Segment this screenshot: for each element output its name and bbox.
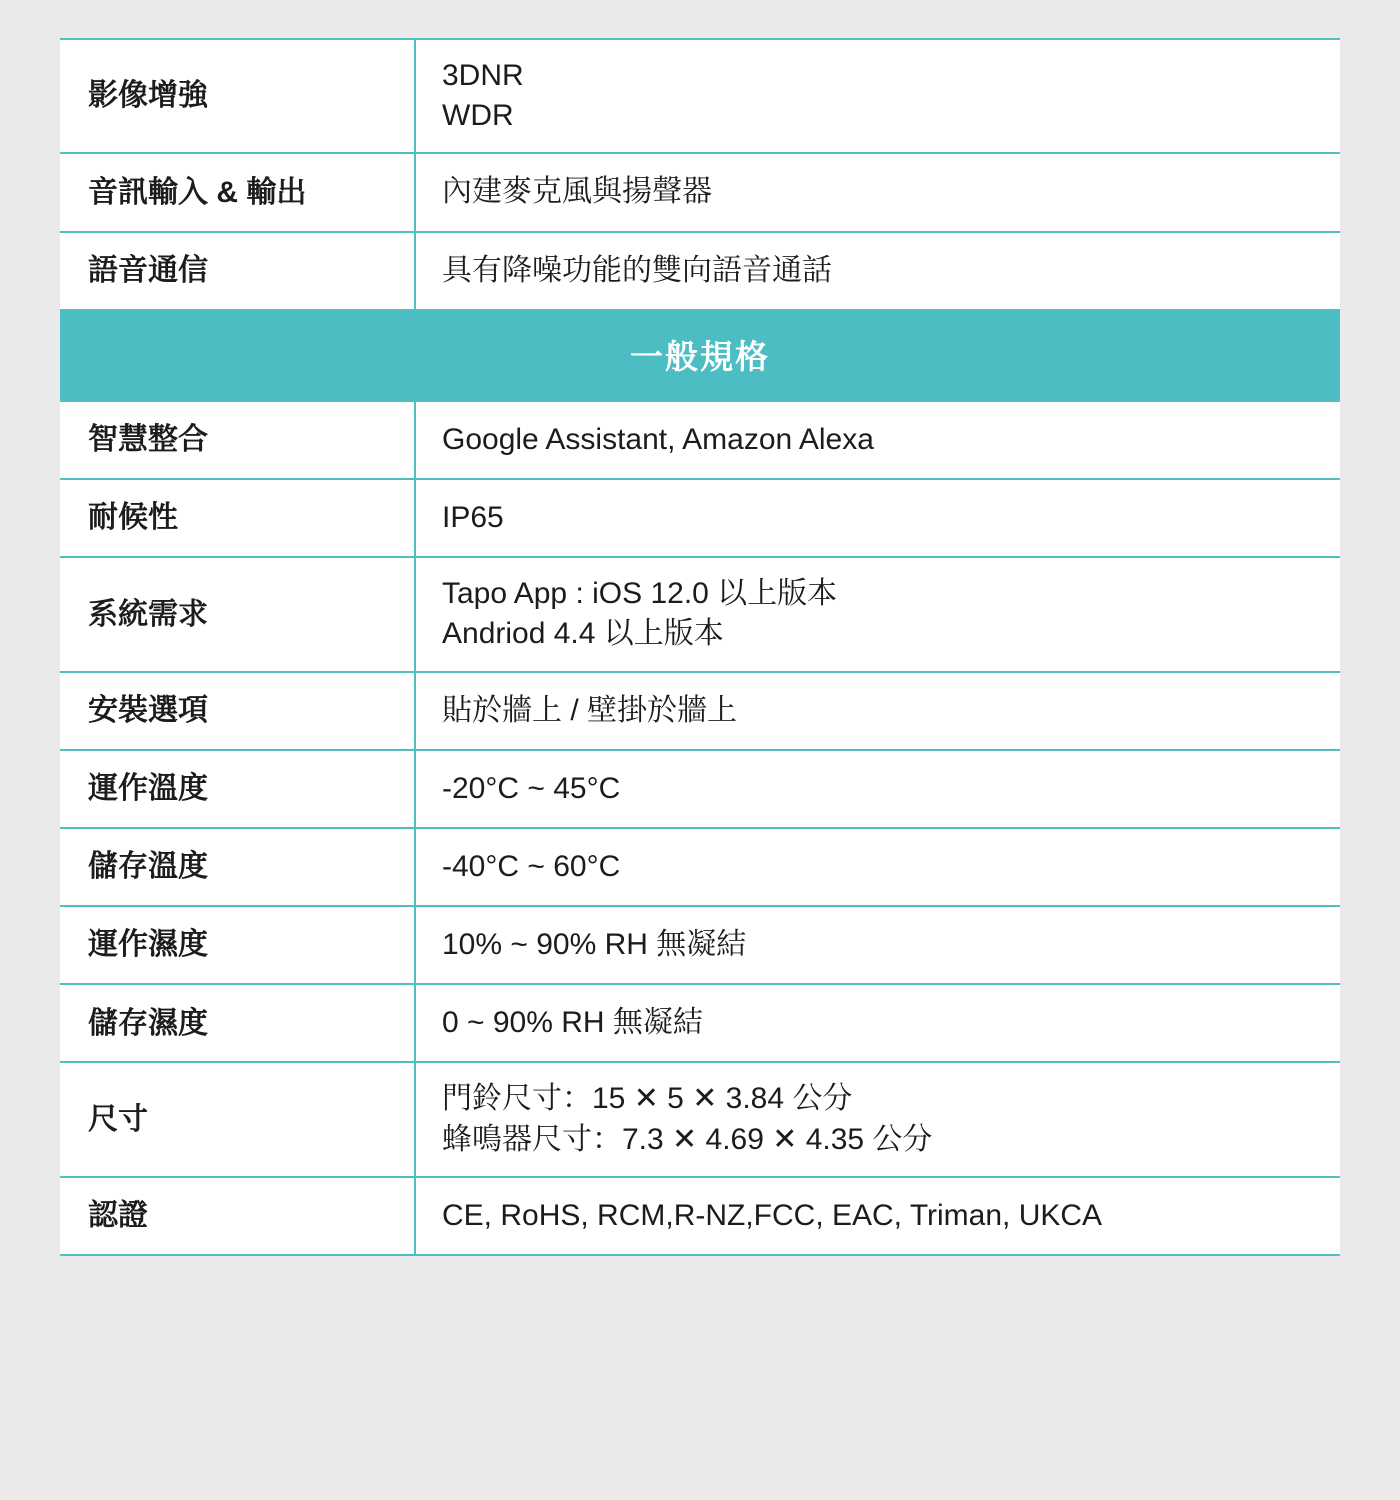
- row-value-line: IP65: [442, 500, 504, 534]
- row-label: 語音通信: [60, 232, 415, 310]
- row-value-line: 0 ~ 90% RH 無凝結: [442, 1006, 703, 1040]
- table-row: [60, 1062, 1340, 1176]
- specification-table: [60, 38, 1340, 1256]
- row-value: [415, 906, 1340, 984]
- row-value: [415, 1177, 1340, 1255]
- table-row: [60, 557, 1340, 671]
- table-section-header: [60, 310, 1340, 401]
- row-value: [415, 232, 1340, 310]
- section-title: 一般規格: [60, 310, 1340, 401]
- table-row: [60, 906, 1340, 984]
- spec-sheet: [60, 38, 1340, 1256]
- row-value-line: WDR: [442, 99, 514, 133]
- row-value-line: 蜂鳴器尺寸：7.3 ✕ 4.69 ✕ 4.35 公分: [442, 1122, 933, 1156]
- row-value: [415, 828, 1340, 906]
- row-label: 音訊輸入 & 輸出: [60, 153, 415, 231]
- row-value-line: -40°C ~ 60°C: [442, 849, 621, 883]
- row-value-line: 3DNR: [442, 59, 524, 92]
- table-row: [60, 479, 1340, 557]
- row-label: 運作濕度: [60, 906, 415, 984]
- row-value-line: Tapo App : iOS 12.0 以上版本: [442, 577, 838, 611]
- table-row: [60, 1177, 1340, 1255]
- table-row: [60, 750, 1340, 828]
- row-label: 智慧整合: [60, 401, 415, 479]
- row-value-line: Andriod 4.4 以上版本: [442, 617, 724, 651]
- row-value: [415, 750, 1340, 828]
- row-value: [415, 39, 1340, 153]
- row-value-line: 10% ~ 90% RH 無凝結: [442, 928, 747, 962]
- row-label: 系統需求: [60, 557, 415, 671]
- row-value-line: 內建麥克風與揚聲器: [442, 175, 712, 209]
- table-row: [60, 984, 1340, 1062]
- row-value-line: CE, RoHS, RCM,R-NZ,FCC, EAC, Triman, UKCA: [442, 1198, 1103, 1232]
- row-value-line: 貼於牆上 / 壁掛於牆上: [442, 693, 738, 727]
- row-label: 運作溫度: [60, 750, 415, 828]
- row-value-line: 具有降噪功能的雙向語音通話: [442, 253, 832, 287]
- row-value-line: -20°C ~ 45°C: [442, 771, 621, 805]
- row-value: [415, 672, 1340, 750]
- row-value: [415, 479, 1340, 557]
- row-value: [415, 153, 1340, 231]
- row-value: [415, 557, 1340, 671]
- row-value-line: Google Assistant, Amazon Alexa: [442, 422, 874, 456]
- table-row: [60, 828, 1340, 906]
- row-label: 耐候性: [60, 479, 415, 557]
- table-row: [60, 672, 1340, 750]
- row-value: [415, 984, 1340, 1062]
- specification-table-body: [60, 39, 1340, 1255]
- row-label: 安裝選項: [60, 672, 415, 750]
- row-label: 儲存溫度: [60, 828, 415, 906]
- table-row: [60, 401, 1340, 479]
- row-label: 尺寸: [60, 1062, 415, 1176]
- row-value: [415, 1062, 1340, 1176]
- row-value: [415, 401, 1340, 479]
- row-label: 儲存濕度: [60, 984, 415, 1062]
- table-row: [60, 39, 1340, 153]
- table-row: [60, 232, 1340, 310]
- row-label: 影像增強: [60, 39, 415, 153]
- table-row: [60, 153, 1340, 231]
- row-label: 認證: [60, 1177, 415, 1255]
- row-value-line: 門鈴尺寸：15 ✕ 5 ✕ 3.84 公分: [442, 1082, 853, 1116]
